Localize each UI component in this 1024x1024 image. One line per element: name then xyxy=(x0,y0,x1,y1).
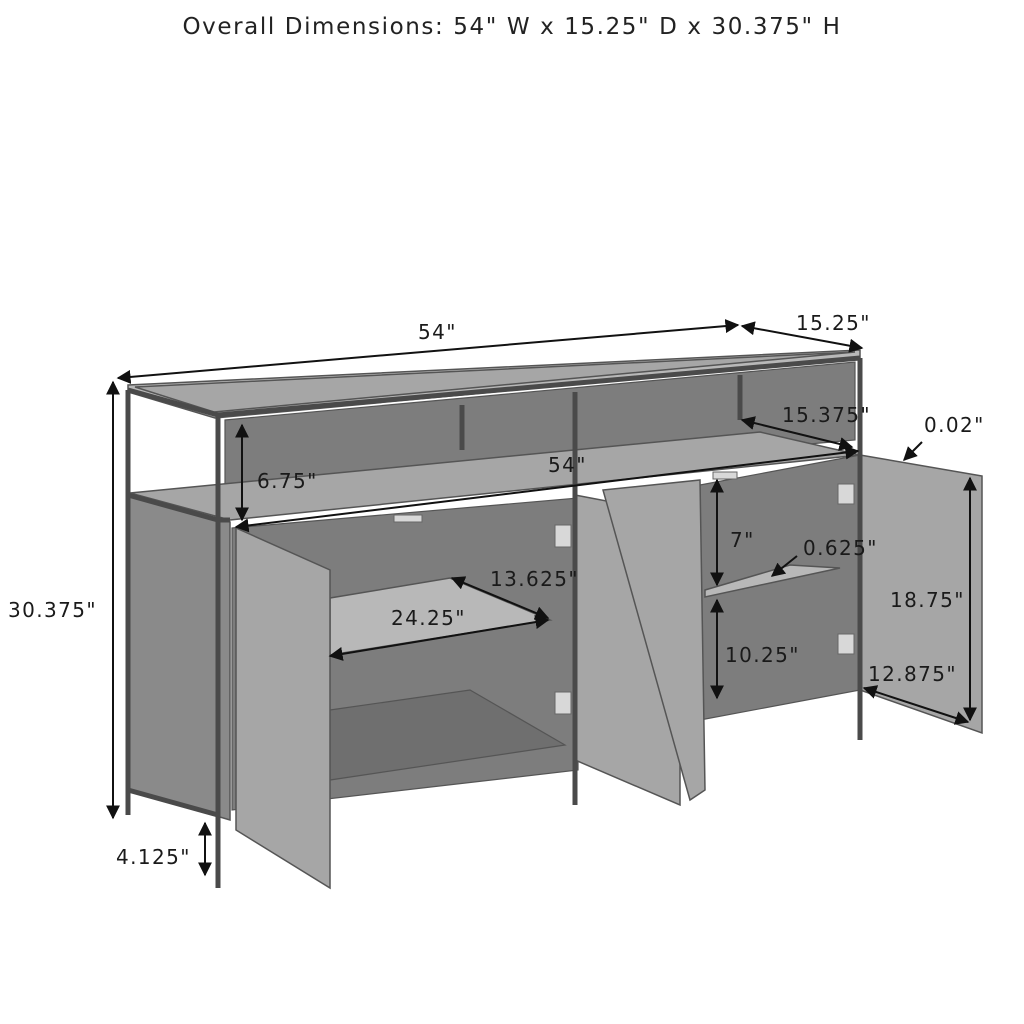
dim-frame-thickness xyxy=(904,442,922,460)
label-right-lower-height: 10.25" xyxy=(725,643,800,667)
label-inner-depth: 15.375" xyxy=(782,403,871,427)
label-shelf-thickness: 0.625" xyxy=(803,536,878,560)
label-depth: 15.25" xyxy=(796,311,871,335)
label-left-shelf-depth: 13.625" xyxy=(490,567,579,591)
handle-icon xyxy=(713,472,737,479)
label-top-shelf-gap: 6.75" xyxy=(257,469,318,493)
label-inner-width: 54" xyxy=(548,453,587,477)
hinge-icon xyxy=(555,692,571,714)
left-outer-door xyxy=(236,528,330,888)
sideboard-illustration xyxy=(128,350,982,888)
hinge-icon xyxy=(838,634,854,654)
label-door-width: 12.875" xyxy=(868,662,957,686)
label-right-upper-height: 7" xyxy=(730,528,755,552)
handle-icon xyxy=(394,515,422,522)
hinge-icon xyxy=(555,525,571,547)
label-door-height: 18.75" xyxy=(890,588,965,612)
label-leg-height: 4.125" xyxy=(116,845,191,869)
label-height: 30.375" xyxy=(8,598,97,622)
left-side-panel xyxy=(128,495,230,820)
label-top-width: 54" xyxy=(418,320,457,344)
page-title: Overall Dimensions: 54" W x 15.25" D x 30.375" H xyxy=(182,14,842,40)
label-left-shelf-width: 24.25" xyxy=(391,606,466,630)
hinge-icon xyxy=(838,484,854,504)
label-frame-thickness: 0.02" xyxy=(924,413,985,437)
